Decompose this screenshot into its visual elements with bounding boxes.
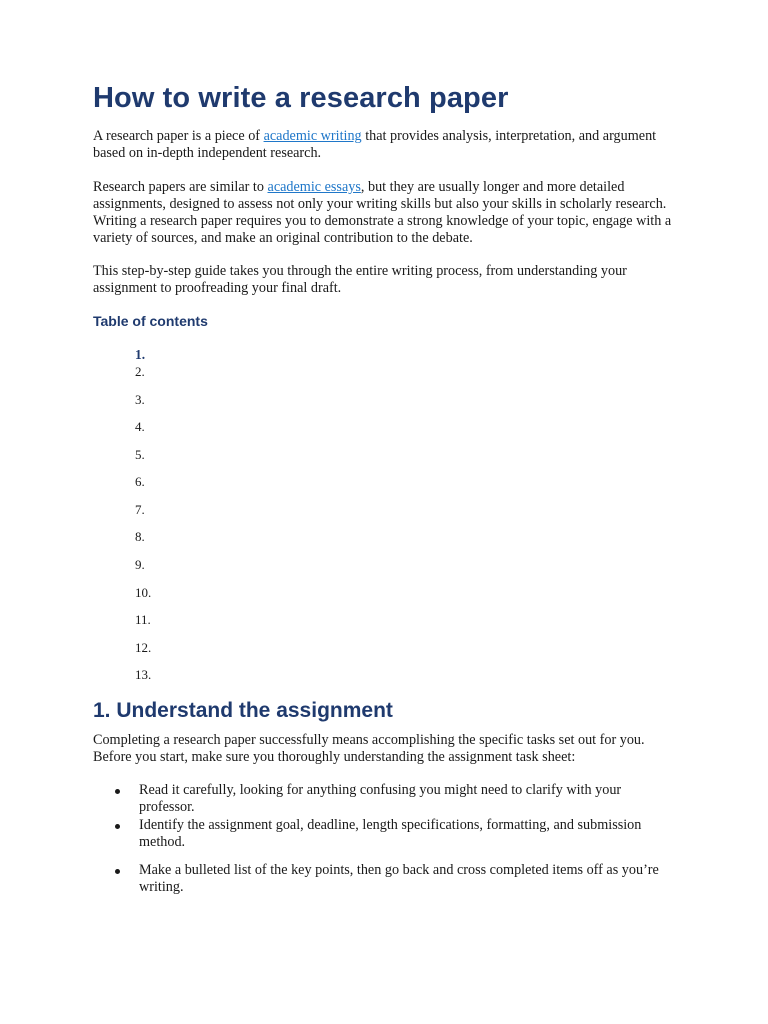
toc-item-11[interactable]: 11. bbox=[135, 612, 151, 627]
toc-item-10[interactable]: 10. bbox=[135, 585, 152, 600]
toc-item-5[interactable]: 5. bbox=[135, 447, 145, 462]
bullet-icon bbox=[115, 869, 120, 874]
bullet-icon bbox=[115, 789, 120, 794]
guide-paragraph: This step-by-step guide takes you through the entire writing process, from understanding your assignment to proofreading your final draft. bbox=[93, 263, 627, 296]
page-title: How to write a research paper bbox=[93, 82, 509, 114]
academic-writing-link[interactable]: academic writing bbox=[263, 128, 362, 144]
bullet-text: Read it carefully, looking for anything confusing you might need to clarify with your professor. bbox=[139, 782, 622, 815]
academic-essays-link[interactable]: academic essays bbox=[267, 179, 361, 195]
para2-text-before: Research papers are similar to bbox=[93, 179, 268, 195]
intro-paragraph bbox=[93, 128, 683, 162]
toc-item-9[interactable]: 9. bbox=[135, 557, 145, 572]
para2-text-after: , but they are usually longer and more detailed assignments, designed to assess not only your writing skills but also your skills in scholarly research. Writing a research paper requires you to demonstrate a strong knowledge of your topic, engage with a variety of sources, and make an original contribution to the debate. bbox=[93, 179, 672, 246]
toc-item-13[interactable]: 13. bbox=[135, 667, 152, 682]
similar-essays-paragraph bbox=[93, 179, 683, 247]
toc-item-1[interactable]: 1. bbox=[135, 347, 146, 362]
toc-item-7[interactable]: 7. bbox=[135, 502, 145, 517]
toc-item-6[interactable]: 6. bbox=[135, 474, 145, 489]
bullet-icon bbox=[115, 824, 120, 829]
toc-item-8[interactable]: 8. bbox=[135, 529, 145, 544]
section-heading-understand-assignment: 1. Understand the assignment bbox=[93, 699, 393, 722]
section1-intro-paragraph: Completing a research paper successfully means accomplishing the specific tasks set out for you. Before you start, make sure you thoroughly understanding the assignment task sheet: bbox=[93, 732, 645, 765]
toc-item-2[interactable]: 2. bbox=[135, 364, 145, 379]
toc-item-3[interactable]: 3. bbox=[135, 392, 145, 407]
intro-text-before: A research paper is a piece of bbox=[93, 128, 264, 144]
toc-item-4[interactable]: 4. bbox=[135, 419, 145, 434]
toc-title: Table of contents bbox=[93, 313, 208, 329]
bullet-text: Identify the assignment goal, deadline, length specifications, formatting, and submission method. bbox=[139, 817, 642, 850]
intro-text-after: that provides analysis, interpretation, and argument based on in-depth independent research. bbox=[93, 128, 657, 161]
bullet-text: Make a bulleted list of the key points, then go back and cross completed items off as you’re writing. bbox=[139, 862, 659, 895]
toc-item-12[interactable]: 12. bbox=[135, 640, 152, 655]
